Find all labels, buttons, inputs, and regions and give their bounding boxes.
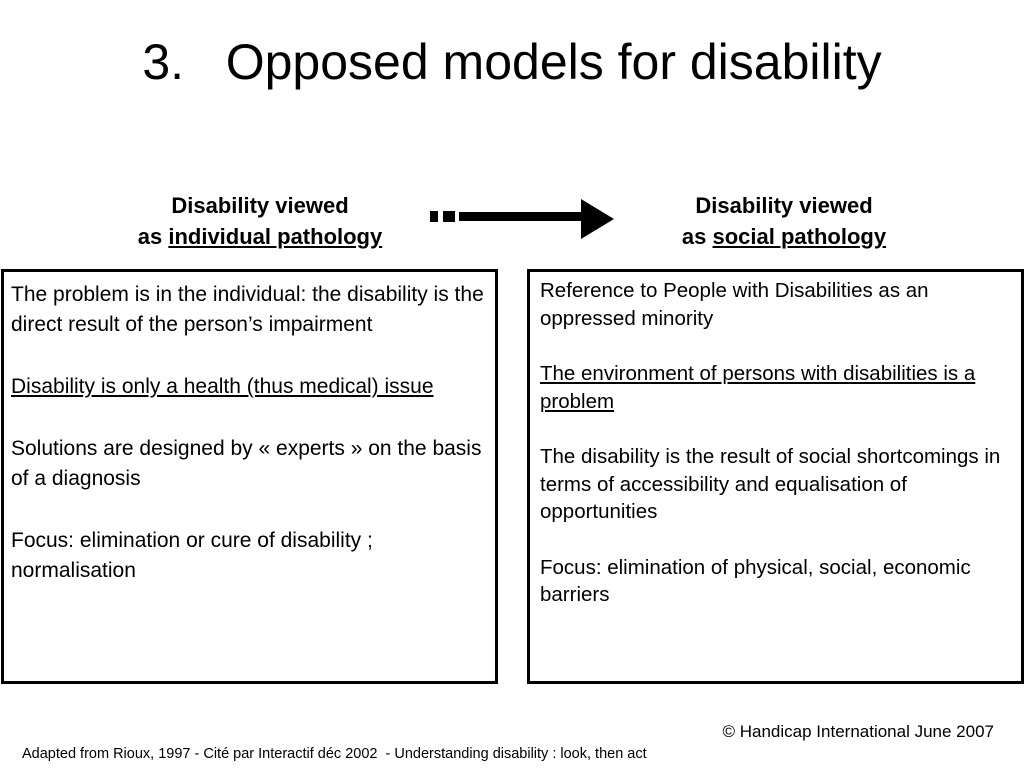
individual-point: Disability is only a health (thus medical) issue xyxy=(11,375,434,398)
social-model-box xyxy=(527,269,1024,684)
social-point: Reference to People with Disabilities as an oppressed minority xyxy=(540,279,929,330)
arrow-dash-1 xyxy=(430,211,438,222)
social-point: The environment of persons with disabilities is a problem xyxy=(540,362,976,413)
left-heading-line1: Disability viewed xyxy=(171,193,349,218)
left-heading-prefix: as xyxy=(137,224,169,249)
social-point: Focus: elimination of physical, social, economic barriers xyxy=(540,555,971,606)
page-title: 3. Opposed models for disability xyxy=(142,34,882,90)
copyright-notice: © Handicap International June 2007 xyxy=(722,722,994,741)
social-point: The disability is the result of social shortcomings in terms of accessibility and equalisation of opportunities xyxy=(540,445,1001,523)
individual-point: Solutions are designed by « experts » on the basis of a diagnosis xyxy=(11,437,482,490)
individual-point: Focus: elimination or cure of disability ; normalisation xyxy=(11,529,373,582)
left-heading-emphasis: individual pathology xyxy=(168,224,383,249)
right-heading-emphasis: social pathology xyxy=(712,224,887,249)
left-model-heading xyxy=(110,190,410,252)
source-citation: Adapted from Rioux, 1997 - Cité par Interactif déc 2002 - Understanding disability : look, then act xyxy=(22,746,647,762)
right-heading-line2 xyxy=(634,221,934,252)
left-heading-line2 xyxy=(110,221,410,252)
arrow-head xyxy=(581,199,614,239)
individual-model-box xyxy=(1,269,498,684)
arrow-dash-2 xyxy=(443,211,455,222)
right-model-heading xyxy=(634,190,934,252)
right-heading-prefix: as xyxy=(681,224,713,249)
right-arrow-icon xyxy=(426,196,616,246)
arrow-shaft xyxy=(459,212,585,221)
individual-point: The problem is in the individual: the disability is the direct result of the person’s impairment xyxy=(11,283,484,336)
right-heading-line1: Disability viewed xyxy=(695,193,873,218)
